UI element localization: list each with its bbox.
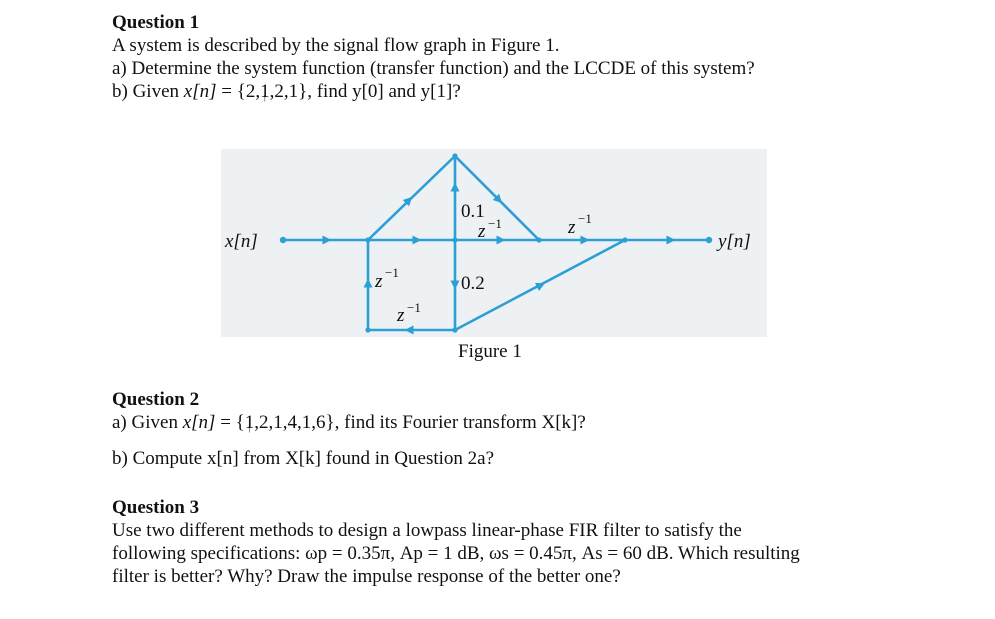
q2a-signal: x[n] bbox=[182, 412, 216, 433]
question-3-title: Question 3 bbox=[112, 497, 200, 518]
input-label: x[n] bbox=[225, 231, 258, 252]
q1b-seq-start: = {2, bbox=[216, 81, 261, 102]
question-1-intro: A system is described by the signal flow graph in Figure 1. bbox=[112, 35, 560, 56]
q2a-prefix: a) Given bbox=[112, 412, 183, 433]
svg-text:−1: −1 bbox=[385, 265, 399, 280]
question-3 bbox=[112, 497, 972, 588]
svg-text:z: z bbox=[478, 221, 486, 242]
question-2-title: Question 2 bbox=[112, 389, 200, 410]
question-1-title: Question 1 bbox=[112, 12, 200, 33]
svg-text:z: z bbox=[375, 271, 383, 292]
output-node bbox=[706, 237, 712, 243]
question-1-part-b bbox=[112, 80, 972, 103]
output-label: y[n] bbox=[718, 231, 751, 252]
q1b-origin-marker: 1 ↑ bbox=[260, 80, 270, 103]
figure-caption: Figure 1 bbox=[458, 341, 522, 362]
q2a-find: , find its Fourier transform X[k]? bbox=[334, 412, 586, 433]
svg-text:−1: −1 bbox=[488, 216, 502, 231]
q1b-prefix: b) Given bbox=[112, 81, 184, 102]
question-2 bbox=[112, 389, 972, 470]
input-node bbox=[280, 237, 286, 243]
question-3-text-1: Use two different methods to design a lowpass linear-phase FIR filter to satisfy the bbox=[112, 520, 742, 541]
coef-bottom-label: 0.2 bbox=[461, 273, 485, 294]
svg-text:−1: −1 bbox=[578, 211, 592, 226]
question-2-part-a bbox=[112, 411, 972, 434]
svg-text:−1: −1 bbox=[407, 300, 421, 315]
q1b-seq-end: ,2,1} bbox=[269, 81, 308, 102]
q2a-seq-end: ,2,1,4,1,6} bbox=[254, 412, 335, 433]
signal-flow-graph bbox=[221, 149, 767, 337]
question-3-text-2: following specifications: ωp = 0.35π, Ap = 1 dB, ωs = 0.45π, As = 60 dB. Which resulting bbox=[112, 543, 800, 564]
q2a-seq-start: = { bbox=[215, 412, 245, 433]
q1b-find: , find y[0] and y[1]? bbox=[307, 81, 461, 102]
question-1 bbox=[112, 12, 972, 103]
q1b-signal: x[n] bbox=[183, 81, 217, 102]
coef-top-label: 0.1 bbox=[461, 201, 485, 222]
question-3-text-3: filter is better? Why? Draw the impulse response of the better one? bbox=[112, 566, 621, 587]
question-1-part-a: a) Determine the system function (transfer function) and the LCCDE of this system? bbox=[112, 58, 755, 79]
question-2-part-b: b) Compute x[n] from X[k] found in Question 2a? bbox=[112, 448, 495, 469]
svg-text:z: z bbox=[568, 217, 576, 238]
svg-text:z: z bbox=[397, 305, 405, 326]
q2a-origin-marker: 1 ↑ bbox=[245, 411, 255, 434]
